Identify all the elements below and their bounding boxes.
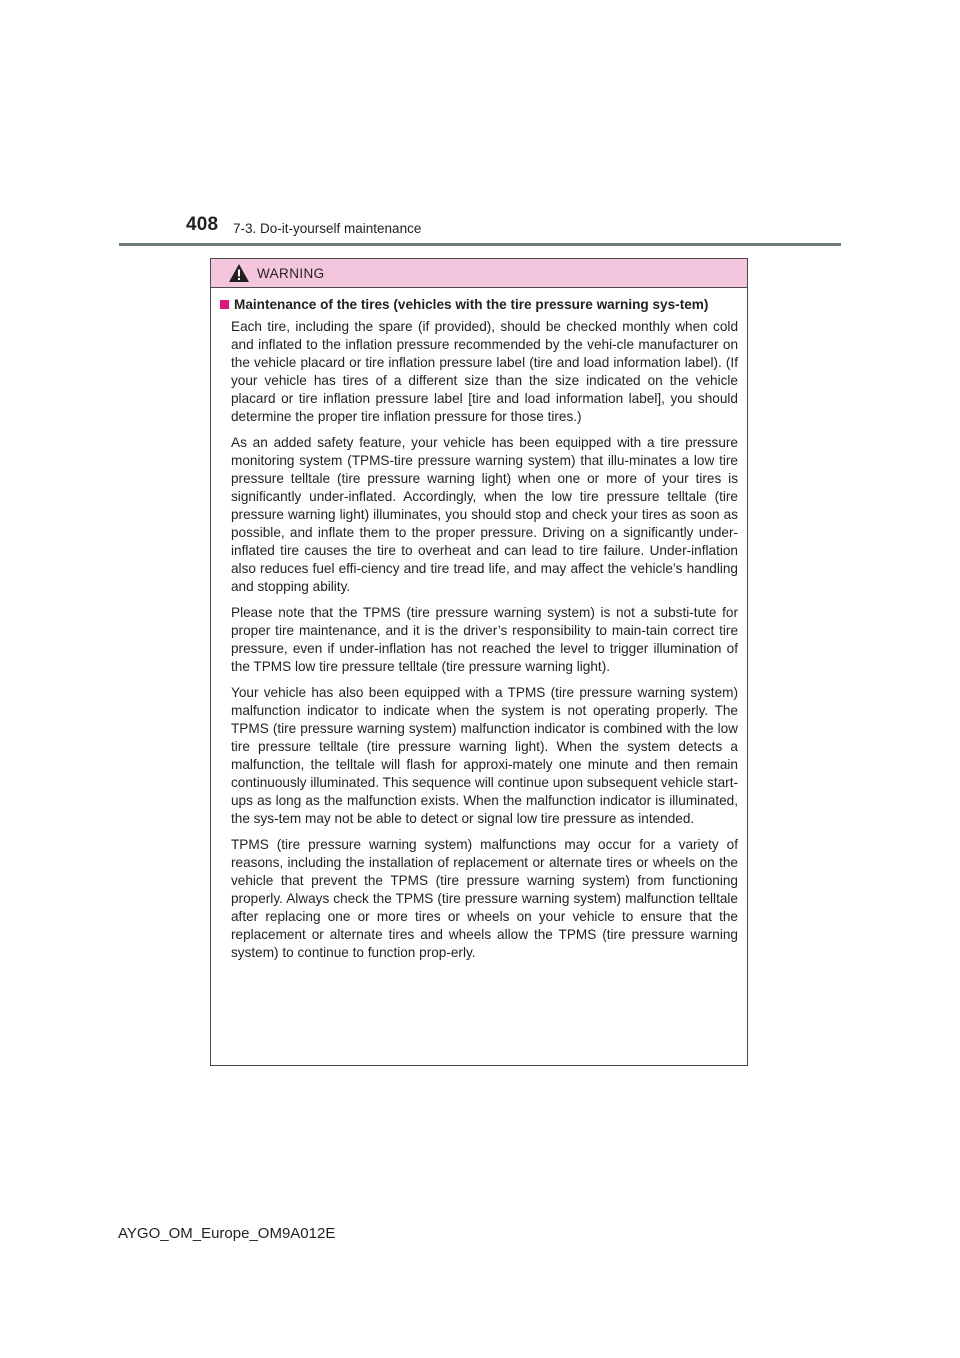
- paragraph-malfunction-indicator: Your vehicle has also been equipped with a TPMS (tire pressure warning system) malfunction indicator to indicate when the system is not operating properly. The TPMS (tire pressure warning system) malfunction indicator is combined with the low tire pressure telltale (tire pressure warning light). When the system detects a malfunction, the telltale will flash for approxi-mately one minute and then remain continuously illuminated. This sequence will continue upon subsequent vehicle start-ups as long as the malfunction exists. When the malfunction indicator is illuminated, the sys-tem may not be able to detect or signal low tire pressure as intended.: [231, 685, 738, 826]
- paragraph-driver-responsibility: Please note that the TPMS (tire pressure warning system) is not a substi-tute for proper tire maintenance, and it is the driver’s responsibility to main-tain correct tire pressure, even if under-inflation has not reached the level to trigger illumination of the TPMS low tire pressure telltale (tire pressure warning light).: [231, 605, 738, 674]
- warning-header: [211, 259, 747, 288]
- warning-box: [210, 258, 748, 1066]
- section-title: 7-3. Do-it-yourself maintenance: [233, 221, 422, 236]
- warning-heading-text: Maintenance of the tires (vehicles with the tire pressure warning sys-tem): [234, 297, 709, 312]
- header-divider: [119, 243, 841, 246]
- document-code: AYGO_OM_Europe_OM9A012E: [118, 1225, 336, 1242]
- warning-heading: [220, 296, 738, 314]
- warning-label: WARNING: [257, 265, 325, 281]
- warning-triangle-icon: [228, 263, 250, 283]
- paragraph-malfunction-causes: TPMS (tire pressure warning system) malfunctions may occur for a variety of reasons, including the installation of replacement or alternate tires or wheels on the vehicle that prevent the TPMS (tire pressure warning system) from functioning properly. Always check the TPMS (tire pressure warning system) malfunction telltale after replacing one or more tires or wheels on your vehicle to ensure that the replacement or alternate tires and wheels allow the TPMS (tire pressure warning system) to continue to function prop-erly.: [231, 837, 738, 960]
- paragraph-monthly-check: Each tire, including the spare (if provided), should be checked monthly when cold and inflated to the inflation pressure recommended by the vehi-cle manufacturer on the vehicle placard or tire inflation pressure label (tire and load information label). (If your vehicle has tires of a different size than the size indicated on the vehicle placard or tire inflation pressure label [tire and load information label], you should determine the proper tire inflation pressure for those tires.): [231, 319, 738, 424]
- warning-content: [211, 288, 747, 962]
- page-number: 408: [186, 214, 219, 235]
- heading-marker-icon: [220, 300, 229, 309]
- paragraph-tpms-feature: As an added safety feature, your vehicle has been equipped with a tire pressure monitoring system (TPMS-tire pressure warning system) that illu-minates a low tire pressure telltale (tire pressure warning light) when one or more of your tires is significantly under-inflated. Accordingly, when the low tire pressure telltale (tire pressure warning light) illuminates, you should stop and check your tires as soon as possible, and inflate them to the proper pressure. Driving on a significantly under-inflated tire causes the tire to overheat and can lead to tire failure. Under-inflation also reduces fuel effi-ciency and tire tread life, and may affect the vehicle’s handling and stopping ability.: [231, 435, 738, 594]
